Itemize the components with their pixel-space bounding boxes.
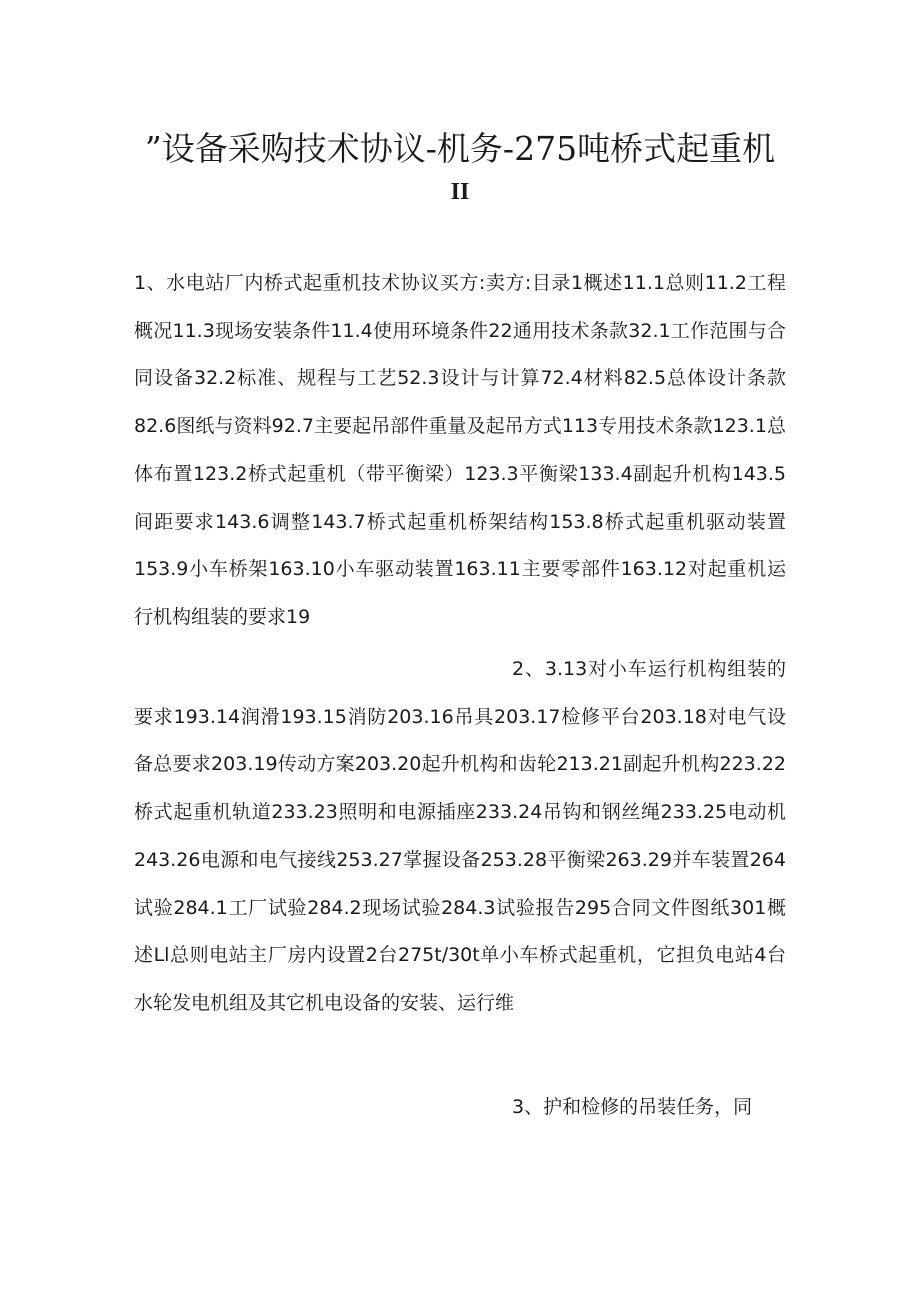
paragraph-2: 2、3.13对小车运行机构组装的要求193.14润滑193.15消防203.16吊具203.17检修平台203.18对电气设备总要求203.19传动方案203.20起升机构和齿轮213.21副起升机构223.22桥式起重机轨道233.23照明和电源插座233.24吊钩和钢丝绳233.25电动机243.26电源和电气接线253.27掌握设备253.28平衡梁263.29并车装置264试验284.1工厂试验284.2现场试验284.3试验报告295合同文件图纸301概述Ll总则电站主厂房内设置2台275t∕30t单小车桥式起重机，它担负电站4台水轮发电机组及其它机电设备的安装、运行维 bbox=[134, 658, 786, 1014]
paragraph-1: 1、水电站厂内桥式起重机技术协议买方:卖方:目录1概述11.1总则11.2工程概况11.3现场安装条件11.4使用环境条件22通用技术条款32.1工作范围与合同设备32.2标准、规程与工艺52.3设计与计算72.4材料82.5总体设计条款82.6图纸与资料92.7主要起吊部件重量及起吊方式113专用技术条款123.1总体布置123.2桥式起重机（带平衡梁）123.3平衡梁133.4副起升机构143.5间距要求143.6调整143.7桥式起重机桥架结构153.8桥式起重机驱动装置153.9小车桥架163.10小车驱动装置163.11主要零部件163.12对起重机运行机构组装的要求19 bbox=[134, 272, 786, 628]
document-subtitle: II bbox=[450, 179, 470, 205]
document-title: ”设备采购技术协议-机务-275吨桥式起重机 bbox=[144, 129, 776, 168]
paragraph-3: 3、护和检修的吊装任务，同 bbox=[512, 1096, 753, 1118]
